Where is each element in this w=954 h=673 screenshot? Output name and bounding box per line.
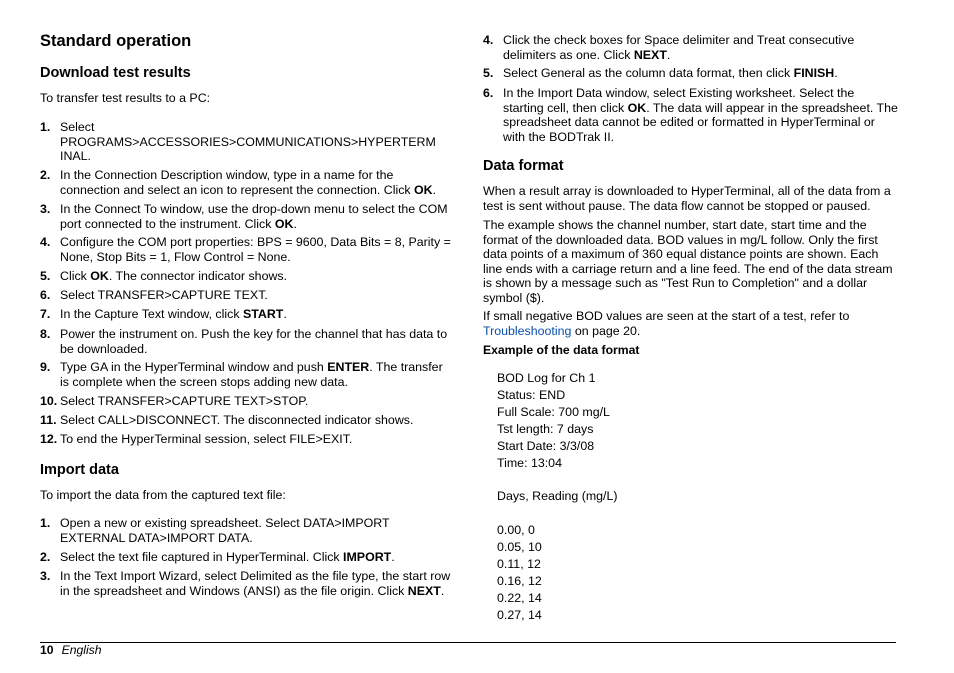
step-number: 4. [483, 33, 494, 47]
section-heading-data-format: Data format [483, 158, 564, 174]
example-line: Start Date: 3/3/08 [497, 438, 595, 453]
example-line: BOD Log for Ch 1 [497, 371, 596, 385]
download-step-12 [40, 432, 452, 447]
step-text: Select PROGRAMS>ACCESSORIES>COMMUNICATIONS>HYPERTERM INAL. [60, 120, 436, 163]
step-text: Select CALL>DISCONNECT. The disconnected indicator shows. [60, 413, 414, 427]
download-step-7 [40, 307, 452, 322]
step-number: 5. [483, 66, 494, 80]
para-3-text: If small negative BOD values are seen at the start of a test, refer to [483, 309, 850, 323]
step-number: 2. [40, 168, 51, 182]
import-step-1 [40, 516, 452, 545]
step-text: Select the text file captured in HyperTerminal. Click IMPORT. [60, 550, 395, 564]
example-line: 0.11, 12 [497, 556, 541, 571]
step-text: Select TRANSFER>CAPTURE TEXT. [60, 288, 268, 302]
step-text: In the Text Import Wizard, select Delimited as the file type, the start row in the spreadsheet and Windows (ANSI) as the file origin. Click NEXT. [60, 569, 451, 598]
step-text: In the Capture Text window, click START. [60, 307, 287, 321]
step-number: 8. [40, 327, 51, 341]
step-text: Power the instrument on. Push the key for the channel that has data to be downloaded. [60, 327, 448, 356]
import-step-6 [483, 86, 898, 144]
step-number: 7. [40, 307, 51, 321]
example-line: 0.00, 0 [497, 523, 535, 538]
import-step-4 [483, 33, 898, 62]
step-number: 6. [40, 288, 51, 302]
step-number: 12. [40, 432, 58, 446]
data-format-para-3 [483, 309, 898, 338]
footer-rule [40, 642, 896, 643]
download-step-3 [40, 202, 452, 231]
step-text: To end the HyperTerminal session, select FILE>EXIT. [60, 432, 353, 446]
step-number: 11. [40, 413, 57, 427]
download-step-9 [40, 360, 452, 389]
example-line: 0.16, 12 [497, 573, 542, 588]
import-step-2 [40, 550, 452, 565]
example-caption: Example of the data format [483, 343, 640, 357]
example-line: Tst length: 7 days [497, 421, 594, 436]
step-text: Click the check boxes for Space delimiter and Treat consecutive delimiters as one. Click NEXT. [503, 33, 855, 62]
data-format-para-2: The example shows the channel number, start date, start time and the format of the downloaded data. BOD values in mg/L follow. Only the first data points of a maximum of 360 equal distance points are shown. Each line ends with a carriage return and a line feed. The end of the data stream is shown by a message such as "Test Run to Completion" and a dollar symbol ($). [483, 218, 893, 305]
import-step-5 [483, 66, 898, 81]
step-number: 5. [40, 269, 51, 283]
download-step-4 [40, 235, 452, 264]
step-number: 2. [40, 550, 51, 564]
download-intro: To transfer test results to a PC: [40, 91, 211, 105]
download-step-5 [40, 269, 452, 284]
section-heading-download: Download test results [40, 65, 191, 81]
section-heading-import: Import data [40, 462, 119, 478]
example-line: Full Scale: 700 mg/L [497, 404, 610, 419]
download-step-11 [40, 413, 452, 428]
step-number: 1. [40, 516, 51, 530]
example-line: Days, Reading (mg/L) [497, 489, 618, 504]
step-number: 3. [40, 202, 51, 216]
step-number: 4. [40, 235, 51, 249]
import-intro: To import the data from the captured text file: [40, 488, 286, 502]
step-text: Configure the COM port properties: BPS = 9600, Data Bits = 8, Parity = None, Stop Bits = 1, Flow Control = None. [60, 235, 451, 264]
step-text: In the Import Data window, select Existing worksheet. Select the starting cell, then click OK. The data will appear in the spreadsheet. The spreadsheet data cannot be edited or formatted in HyperTerminal or with the BODTrak II. [503, 86, 898, 144]
step-text: Click OK. The connector indicator shows. [60, 269, 288, 283]
page-title: Standard operation [40, 32, 192, 50]
example-line: 0.22, 14 [497, 590, 542, 605]
example-line: 0.05, 10 [497, 540, 542, 554]
step-text: In the Connection Description window, type in a name for the connection and select an icon to represent the connection. Click OK. [60, 168, 437, 197]
step-text: Open a new or existing spreadsheet. Select DATA>IMPORT EXTERNAL DATA>IMPORT DATA. [60, 516, 390, 545]
step-text: Type GA in the HyperTerminal window and push ENTER. The transfer is complete when the screen stops adding new data. [60, 360, 443, 389]
import-step-3 [40, 569, 452, 598]
step-text: Select General as the column data format, then click FINISH. [503, 66, 838, 80]
download-step-6 [40, 288, 452, 303]
step-number: 10. [40, 394, 58, 408]
download-step-2 [40, 168, 452, 197]
step-number: 6. [483, 86, 494, 100]
example-line: Status: END [497, 387, 566, 402]
page-number: 10 [40, 643, 54, 657]
step-text: In the Connect To window, use the drop-down menu to select the COM port connected to the instrument. Click OK. [60, 202, 448, 231]
example-line: 0.27, 14 [497, 607, 542, 622]
step-number: 9. [40, 360, 51, 374]
page-footer [40, 643, 102, 657]
example-line: Time: 13:04 [497, 455, 562, 470]
step-number: 1. [40, 120, 51, 134]
download-step-10 [40, 394, 452, 409]
para-3-tail: on page 20. [571, 323, 641, 338]
step-number: 3. [40, 569, 51, 583]
footer-language: English [61, 643, 102, 657]
download-step-8 [40, 327, 452, 356]
download-step-1 [40, 120, 452, 164]
troubleshooting-link[interactable]: Troubleshooting [483, 323, 572, 338]
data-format-para-1: When a result array is downloaded to HyperTerminal, all of the data from a test is sent without pause. The data flow cannot be stopped or paused. [483, 184, 891, 213]
step-text: Select TRANSFER>CAPTURE TEXT>STOP. [60, 394, 309, 408]
